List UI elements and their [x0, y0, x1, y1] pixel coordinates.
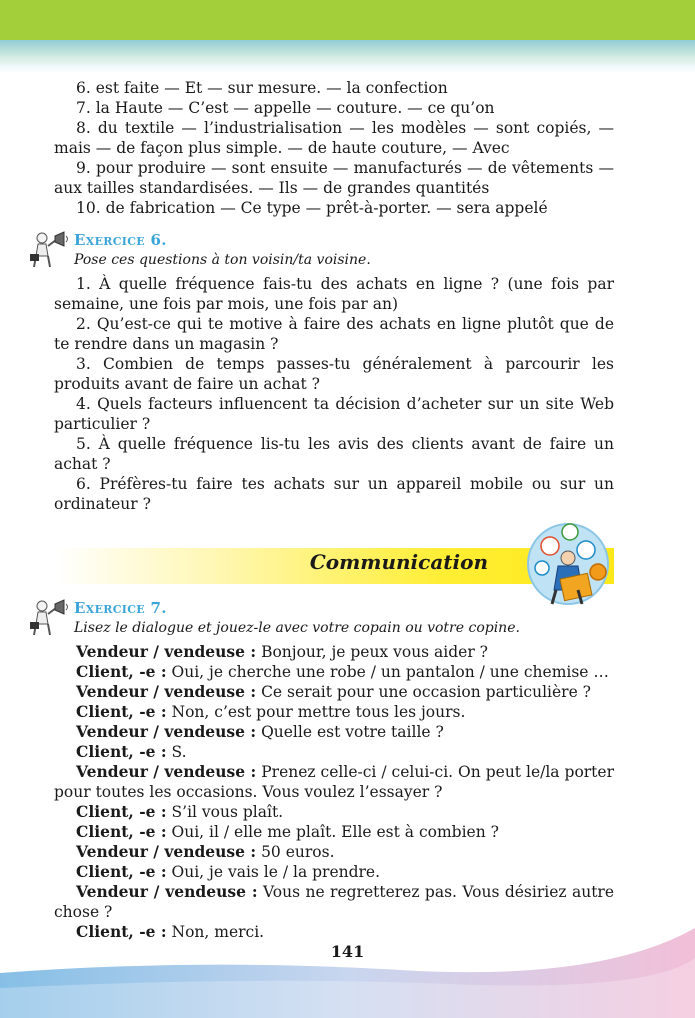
- speaking-figure-icon: [28, 598, 70, 638]
- utterance: Non, c’est pour mettre tous les jours.: [166, 703, 466, 721]
- dialogue-line: [54, 842, 614, 862]
- list-item: 7. la Haute — C’est — appelle — couture. — ce qu’on: [76, 99, 495, 117]
- question-item: 6. Préfères-tu faire tes achats sur un appareil mobile ou sur un ordinateur ?: [54, 475, 614, 513]
- page-number: 141: [330, 942, 365, 961]
- exercise-title: Exercice 7.: [74, 599, 167, 617]
- dialogue-line: [54, 722, 614, 742]
- list-item: 9. pour produire — sont ensuite — manufacturés — de vêtements — aux tailles standardisées. — Ils — de grandes quantités: [54, 159, 614, 197]
- speaker: Vendeur / vendeuse :: [76, 682, 257, 701]
- utterance: Ce serait pour une occasion particulière ?: [256, 683, 591, 701]
- speaker: Client, -e :: [76, 742, 167, 761]
- exercise-instruction: Pose ces questions à ton voisin/ta voisine.: [74, 252, 371, 268]
- exercise-instruction: Lisez le dialogue et jouez-le avec votre copain ou votre copine.: [74, 620, 520, 636]
- dialogue: [54, 642, 614, 942]
- speaker: Vendeur / vendeuse :: [76, 882, 258, 901]
- dialogue-line: [54, 682, 614, 702]
- speaker: Client, -e :: [76, 822, 167, 841]
- question-item: 1. À quelle fréquence fais-tu des achats en ligne ? (une fois par semaine, une fois par mois, une fois par an): [54, 275, 614, 313]
- dialogue-line: [54, 702, 614, 722]
- speaker: Client, -e :: [76, 922, 167, 941]
- speaker: Client, -e :: [76, 862, 167, 881]
- page-content: [54, 78, 614, 942]
- utterance: Oui, je vais le / la prendre.: [166, 863, 381, 881]
- speaker: Client, -e :: [76, 662, 167, 681]
- exercise-6: [54, 230, 614, 514]
- utterance: Prenez celle-ci / celui-ci. On peut le/la porter pour toutes les occasions. Vous voulez l’essayer ?: [54, 763, 614, 801]
- speaker: Vendeur / vendeuse :: [76, 842, 257, 861]
- dialogue-line: [54, 822, 614, 842]
- top-blue-band: [0, 40, 695, 74]
- list-item: 6. est faite — Et — sur mesure. — la confection: [76, 79, 448, 97]
- dialogue-line: [54, 662, 614, 682]
- utterance: Oui, je cherche une robe / un pantalon / une chemise …: [166, 663, 609, 681]
- utterance: S’il vous plaît.: [166, 803, 284, 821]
- question-item: 5. À quelle fréquence lis-tu les avis des clients avant de faire un achat ?: [54, 435, 614, 473]
- speaker: Vendeur / vendeuse :: [76, 762, 257, 781]
- dialogue-line: [54, 922, 614, 942]
- utterance: 50 euros.: [256, 843, 335, 861]
- dialogue-line: [54, 642, 614, 662]
- question-item: 3. Combien de temps passes-tu généralement à parcourir les produits avant de faire un achat ?: [54, 355, 614, 393]
- list-item: 8. du textile — l’industrialisation — les modèles — sont copiés, — mais — de façon plus simple. — de haute couture, — Avec: [54, 119, 614, 157]
- speaker: Client, -e :: [76, 802, 167, 821]
- speaker: Vendeur / vendeuse :: [76, 722, 257, 741]
- dialogue-line: [54, 802, 614, 822]
- question-item: 4. Quels facteurs influencent ta décision d’acheter sur un site Web particulier ?: [54, 395, 614, 433]
- communication-section-header: [54, 548, 614, 584]
- section-title: Communication: [309, 550, 488, 574]
- speaker: Vendeur / vendeuse :: [76, 642, 257, 661]
- utterance: Bonjour, je peux vous aider ?: [256, 643, 488, 661]
- utterance: S.: [166, 743, 187, 761]
- dialogue-line: [54, 882, 614, 922]
- utterance: Oui, il / elle me plaît. Elle est à combien ?: [166, 823, 499, 841]
- utterance: Non, merci.: [166, 923, 265, 941]
- exercise-7: [54, 598, 614, 942]
- list-item: 10. de fabrication — Ce type — prêt-à-porter. — sera appelé: [76, 199, 548, 217]
- exercise-list-continued: [54, 78, 614, 218]
- dialogue-line: [54, 742, 614, 762]
- utterance: Quelle est votre taille ?: [256, 723, 444, 741]
- letters-character-illustration: [520, 520, 616, 610]
- dialogue-line: [54, 762, 614, 802]
- speaking-figure-icon: [28, 230, 70, 270]
- dialogue-line: [54, 862, 614, 882]
- speaker: Client, -e :: [76, 702, 167, 721]
- question-item: 2. Qu’est-ce qui te motive à faire des achats en ligne plutôt que de te rendre dans un magasin ?: [54, 315, 614, 353]
- utterance: Vous ne regretterez pas. Vous désiriez autre chose ?: [54, 883, 615, 921]
- exercise-title: Exercice 6.: [74, 231, 167, 249]
